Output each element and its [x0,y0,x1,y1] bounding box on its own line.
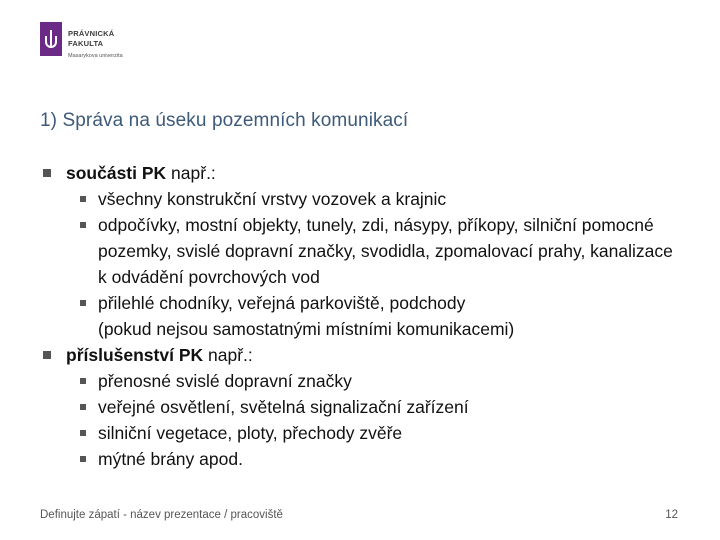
square-bullet-icon [80,456,86,462]
page-number: 12 [665,509,678,521]
logo-university: Masarykova univerzita [68,53,123,59]
list-item [40,290,680,316]
section-accessories [40,342,680,368]
list-item-text: silniční vegetace, ploty, přechody zvěře [98,423,403,443]
logo-name-line2: FAKULTA [68,39,104,48]
square-bullet-icon [80,196,86,202]
list-item [40,446,680,472]
list-item-text: všechny konstrukční vrstvy vozovek a krajnic [98,189,447,209]
list-item [40,368,680,394]
square-bullet-icon [80,222,86,228]
faculty-logo [40,22,123,61]
logo-text [68,29,123,61]
list-item [40,420,680,446]
list-item-continuation: (pokud nejsou samostatnými místními komunikacemi) [98,319,515,339]
square-bullet-icon [43,169,51,177]
list-item [40,186,680,212]
list-item-text: mýtné brány apod. [98,449,243,469]
logo-name-line1: PRÁVNICKÁ [68,29,115,38]
square-bullet-icon [80,378,86,384]
list-item [40,394,680,420]
section-heading-bold: součásti PK [66,163,167,183]
section-components [40,160,680,186]
footer-text: Definujte zápatí - název prezentace / pracoviště [40,509,283,521]
list-item-text: přenosné svislé dopravní značky [98,371,352,391]
list-item-text: odpočívky, mostní objekty, tunely, zdi, násypy, příkopy, silniční pomocné pozemky, svislé dopravní značky, svodidla, zpomalovací prahy, kanalizace k odvádění povrchových vod [98,215,673,287]
list-item-text: přilehlé chodníky, veřejná parkoviště, podchody [98,293,466,313]
square-bullet-icon [80,300,86,306]
list-item [40,212,680,290]
section-heading-rest: např.: [203,345,253,365]
university-emblem-icon [40,22,62,56]
slide-title: 1) Správa na úseku pozemních komunikací [40,110,409,131]
section-heading-rest: např.: [166,163,216,183]
list-item-text: veřejné osvětlení, světelná signalizační zařízení [98,397,469,417]
square-bullet-icon [80,430,86,436]
section-heading-bold: příslušenství PK [66,345,204,365]
square-bullet-icon [43,351,51,359]
square-bullet-icon [80,404,86,410]
slide-content [40,160,680,472]
